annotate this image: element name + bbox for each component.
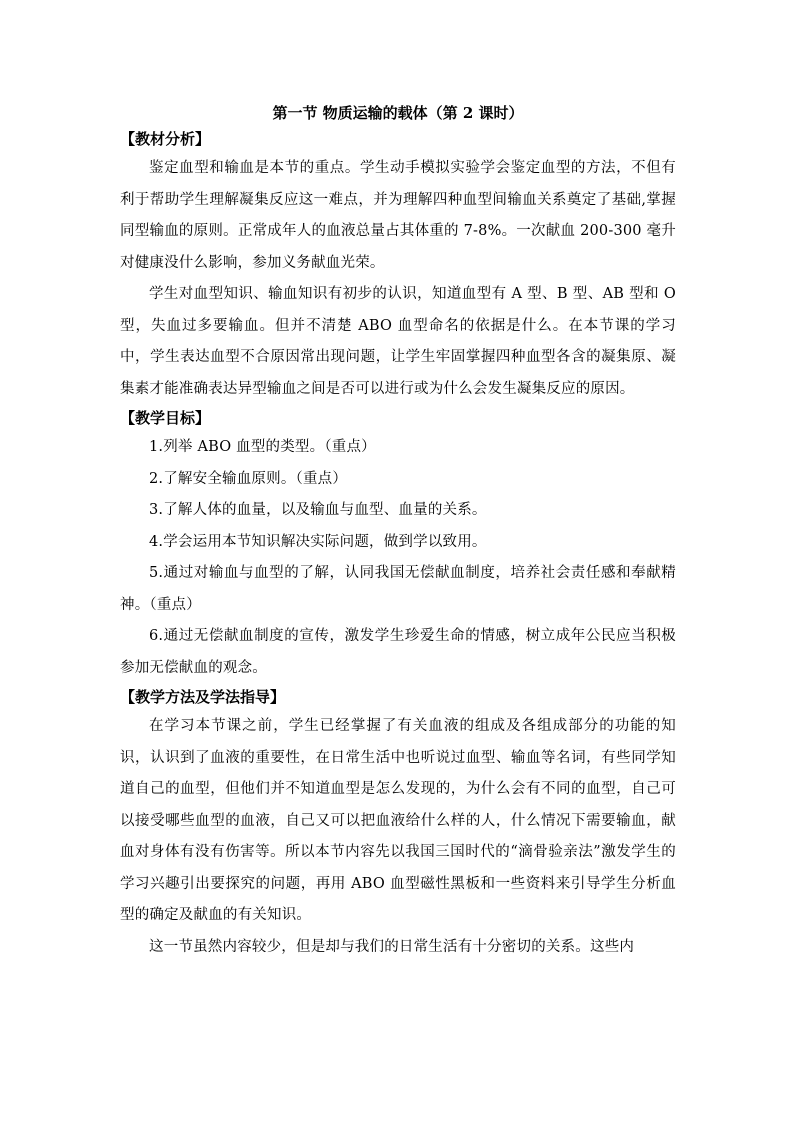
document-page xyxy=(120,100,676,963)
section-methods xyxy=(120,684,676,963)
analysis-paragraph-2: 学生对血型知识、输血知识有初步的认识，知道血型有 A 型、B 型、AB 型和 O 型，失血过多要输血。但并不清楚 ABO 血型命名的依据是什么。在本节课的学习中，学生表达血型不合原因常出现问题，让学生牢固掌握四种血型各含的凝集原、凝集素才能准确表达异型输血之间是否可以进行或为什么会发生凝集反应的原因。 xyxy=(120,286,676,397)
objective-item-1: 1.列举 ABO 血型的类型。（重点） xyxy=(149,439,376,455)
section-analysis xyxy=(120,126,676,405)
objective-item-3: 3.了解人体的血量，以及输血与血型、血量的关系。 xyxy=(149,502,487,518)
objective-item-6: 6.通过无偿献血制度的宣传，激发学生珍爱生命的情感，树立成年公民应当积极参加无偿献血的观念。 xyxy=(120,628,676,676)
document-title: 第一节 物质运输的载体（第 2 课时） xyxy=(272,104,524,122)
section-heading-objectives: 【教学目标】 xyxy=(120,409,211,427)
methods-paragraph-1: 在学习本节课之前，学生已经掌握了有关血液的组成及各组成部分的功能的知识，认识到了血液的重要性，在日常生活中也听说过血型、输血等名词，有些同学知道自己的血型，但他们并不知道血型是怎么发现的，为什么会有不同的血型，自己可以接受哪些血型的血液，自己又可以把血液给什么样的人，什么情况下需要输血，献血对身体有没有伤害等。所以本节内容先以我国三国时代的“滴骨验亲法”激发学生的学习兴趣引出要探究的问题，再用 ABO 血型磁性黑板和一些资料来引导学生分析血型的确定及献血的有关知识。 xyxy=(120,718,676,923)
section-objectives xyxy=(120,405,676,684)
analysis-paragraph-1: 鉴定血型和输血是本节的重点。学生动手模拟实验学会鉴定血型的方法，不但有利于帮助学生理解凝集反应这一难点，并为理解四种血型间输血关系奠定了基础,掌握同型输血的原则。正常成年人的血液总量占其体重的 7-8%。一次献血 200-300 毫升对健康没什么影响，参加义务献血光荣。 xyxy=(120,160,676,271)
methods-paragraph-2: 这一节虽然内容较少，但是却与我们的日常生活有十分密切的关系。这些内 xyxy=(149,938,635,955)
objective-item-2: 2.了解安全输血原则。（重点） xyxy=(149,470,348,487)
objective-item-4: 4.学会运用本节知识解决实际问题，做到学以致用。 xyxy=(149,533,487,550)
section-heading-methods: 【教学方法及学法指导】 xyxy=(120,688,286,706)
objective-item-5: 5.通过对输血与血型的了解，认同我国无偿献血制度，培养社会责任感和奉献精神。（重点） xyxy=(120,565,676,613)
section-heading-analysis: 【教材分析】 xyxy=(120,130,211,148)
